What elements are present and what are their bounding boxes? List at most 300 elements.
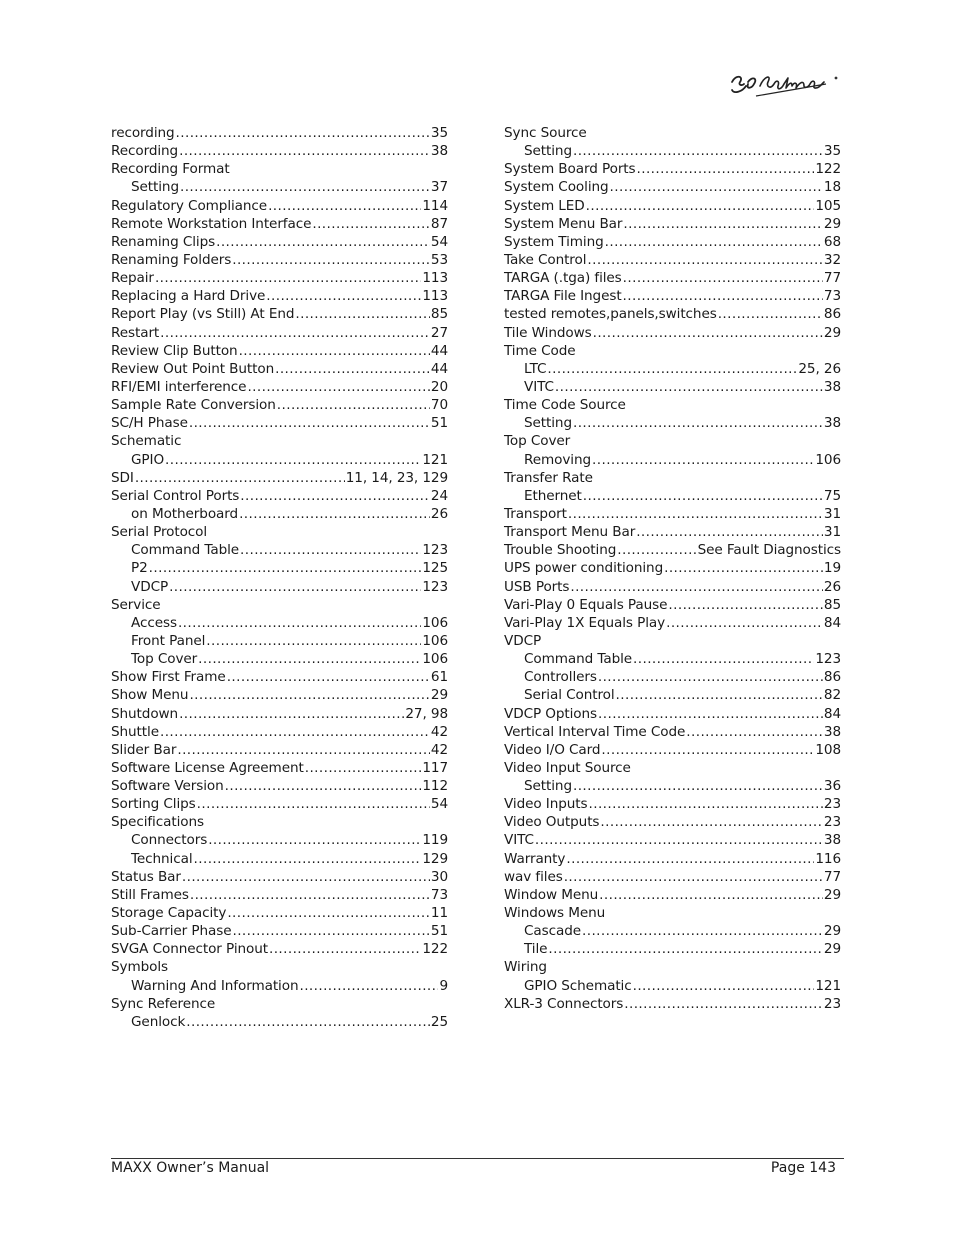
dot-leader: [240, 541, 421, 559]
index-term: Regulatory Compliance: [111, 197, 268, 214]
index-subentry: [504, 142, 841, 160]
index-term: Still Frames: [111, 886, 189, 903]
dot-leader: [216, 233, 430, 251]
dot-leader: [232, 922, 429, 940]
dot-leader: [149, 559, 422, 577]
index-term: Time Code: [504, 342, 576, 359]
dot-leader: [593, 324, 823, 342]
dot-leader: [312, 215, 430, 233]
index-term: Trouble Shooting: [504, 542, 617, 559]
index-page-ref: 82: [823, 687, 841, 704]
index-entry: [504, 215, 841, 233]
index-entry: [504, 505, 841, 523]
dot-leader: [601, 741, 814, 759]
dot-leader: [135, 469, 345, 487]
index-entry: [504, 958, 841, 976]
index-page-ref: 29: [823, 941, 841, 958]
dot-leader: [160, 324, 430, 342]
index-term: Transport Menu Bar: [504, 524, 636, 541]
page-number: Page 143: [770, 1160, 836, 1176]
dot-leader: [165, 451, 421, 469]
index-term: Time Code Source: [504, 397, 626, 414]
index-term: GPIO: [131, 451, 165, 468]
index-term: Review Clip Button: [111, 342, 238, 359]
index-subentry: [504, 650, 841, 668]
index-page-ref: 129: [422, 850, 448, 867]
index-entry: [504, 904, 841, 922]
index-entry: [111, 215, 448, 233]
index-page-ref: 38: [823, 378, 841, 395]
index-page-ref: 77: [823, 270, 841, 287]
dot-leader: [598, 705, 823, 723]
index-entry: [504, 178, 841, 196]
index-page-ref: 32: [823, 251, 841, 268]
index-subentry: [504, 378, 841, 396]
index-page-ref: 54: [430, 796, 448, 813]
index-subentry: [111, 178, 448, 196]
dot-leader: [197, 795, 430, 813]
index-term: SC/H Phase: [111, 415, 188, 432]
index-entry: [504, 850, 841, 868]
index-entry: [111, 305, 448, 323]
index-entry: [111, 759, 448, 777]
dot-leader: [598, 668, 823, 686]
dot-leader: [268, 197, 421, 215]
manual-title: MAXX Owner’s Manual: [111, 1160, 270, 1176]
index-page-ref: 51: [430, 923, 448, 940]
index-term: Access: [131, 614, 177, 631]
index-term: Take Control: [504, 251, 587, 268]
index-page-ref: 85: [430, 306, 448, 323]
index-subentry: [111, 850, 448, 868]
index-page-ref: 73: [430, 886, 448, 903]
index-term: Cascade: [524, 923, 582, 940]
index-term: on Motherboard: [131, 505, 239, 522]
index-subentry: [111, 578, 448, 596]
index-page-ref: 106: [815, 451, 841, 468]
index-page-ref: 77: [823, 868, 841, 885]
index-entry: [111, 269, 448, 287]
index-page-ref: 119: [422, 832, 448, 849]
index-term: System Menu Bar: [504, 215, 623, 232]
index-entry: [111, 197, 448, 215]
index-term: Top Cover: [131, 651, 198, 668]
index-term: Video Outputs: [504, 814, 600, 831]
index-subentry: [504, 414, 841, 432]
index-term: UPS power conditioning: [504, 560, 664, 577]
dot-leader: [566, 850, 814, 868]
index-page-ref: 42: [430, 741, 448, 758]
index-term: Tile Windows: [504, 324, 592, 341]
index-term: Ethernet: [524, 487, 582, 504]
dot-leader: [573, 777, 823, 795]
index-term: Technical: [131, 850, 193, 867]
index-entry: [111, 432, 448, 450]
index-page-ref: 29: [823, 215, 841, 232]
index-page-ref: See Fault Diagnostics: [697, 542, 841, 559]
index-subentry: [111, 650, 448, 668]
index-term: VITC: [524, 378, 554, 395]
index-term: Vertical Interval Time Code: [504, 723, 686, 740]
index-entry: [111, 378, 448, 396]
index-entry: [504, 831, 841, 849]
index-page-ref: 86: [823, 669, 841, 686]
index-term: Vari-Play 0 Equals Pause: [504, 596, 668, 613]
dot-leader: [277, 396, 430, 414]
index-term: USB Ports: [504, 578, 570, 595]
index-term: Warning And Information: [131, 977, 299, 994]
index-entry: [111, 995, 448, 1013]
index-term: Sub-Carrier Phase: [111, 923, 232, 940]
company-logo: [726, 64, 846, 104]
index-term: Software Version: [111, 778, 224, 795]
dot-leader: [633, 650, 814, 668]
index-page-ref: 53: [430, 251, 448, 268]
index-term: System LED: [504, 197, 585, 214]
index-entry: [111, 705, 448, 723]
index-entry: [504, 432, 841, 450]
dot-leader: [610, 178, 823, 196]
index-entry: [111, 795, 448, 813]
dot-leader: [555, 378, 823, 396]
index-term: Sync Source: [504, 125, 587, 141]
dot-leader: [275, 360, 430, 378]
index-entry: [111, 342, 448, 360]
index-term: Symbols: [111, 959, 169, 976]
index-page-ref: 70: [430, 397, 448, 414]
index-entry: [504, 759, 841, 777]
dot-leader: [548, 940, 822, 958]
index-term: Setting: [524, 778, 572, 795]
dot-leader: [227, 904, 430, 922]
index-page-ref: 105: [815, 197, 841, 214]
index-term: Vari-Play 1X Equals Play: [504, 614, 666, 631]
index-entry: [111, 904, 448, 922]
index-entry: [111, 777, 448, 795]
index-page-ref: 106: [422, 614, 448, 631]
dot-leader: [239, 505, 430, 523]
index-page-ref: 38: [823, 832, 841, 849]
dot-leader: [177, 741, 430, 759]
index-subentry: [504, 922, 841, 940]
index-entry: [504, 305, 841, 323]
index-term: Storage Capacity: [111, 905, 227, 922]
dot-leader: [617, 541, 696, 559]
dot-leader: [623, 269, 823, 287]
index-term: P2: [131, 560, 148, 577]
index-term: Setting: [131, 179, 179, 196]
index-term: GPIO Schematic: [524, 977, 632, 994]
index-term: Renaming Clips: [111, 233, 216, 250]
index-subentry: [111, 614, 448, 632]
index-term: Connectors: [131, 832, 208, 849]
index-term: SVGA Connector Pinout: [111, 941, 268, 958]
index-term: Front Panel: [131, 632, 206, 649]
index-page-ref: 87: [430, 215, 448, 232]
index-page-ref: 25: [430, 1013, 448, 1030]
index-entry: [504, 868, 841, 886]
index-term: Video Inputs: [504, 796, 588, 813]
index-page-ref: 27, 98: [405, 705, 448, 722]
dot-leader: [583, 487, 823, 505]
dot-leader: [573, 142, 823, 160]
index-term: Window Menu: [504, 886, 599, 903]
dot-leader: [240, 487, 430, 505]
index-page-ref: 122: [422, 941, 448, 958]
index-term: Report Play (vs Still) At End: [111, 306, 295, 323]
dot-leader: [623, 287, 823, 305]
index-entry: [504, 523, 841, 541]
dot-leader: [573, 414, 823, 432]
index-entry: [504, 741, 841, 759]
index-entry: [504, 795, 841, 813]
index-page-ref: 123: [422, 578, 448, 595]
index-entry: [504, 396, 841, 414]
index-page-ref: 24: [430, 487, 448, 504]
index-term: Video Input Source: [504, 759, 631, 776]
dot-leader: [225, 777, 422, 795]
index-term: Serial Protocol: [111, 524, 208, 541]
index-term: Recording Format: [111, 161, 230, 178]
index-page-ref: 23: [823, 814, 841, 831]
index-page-ref: 27: [430, 324, 448, 341]
dot-leader: [186, 1013, 430, 1031]
index-term: System Board Ports: [504, 161, 636, 178]
index-term: SDI: [111, 469, 134, 486]
dot-leader: [668, 596, 822, 614]
dot-leader: [535, 831, 823, 849]
index-subentry: [111, 451, 448, 469]
index-entry: [111, 940, 448, 958]
index-page-ref: 68: [823, 233, 841, 250]
index-page-ref: 121: [815, 977, 841, 994]
dot-leader: [686, 723, 823, 741]
index-term: Replacing a Hard Drive: [111, 288, 266, 305]
index-term: Transfer Rate: [504, 469, 593, 486]
index-term: TARGA File Ingest: [504, 288, 622, 305]
index-term: TARGA (.tga) files: [504, 270, 622, 287]
dot-leader: [178, 614, 421, 632]
index-page-ref: 61: [430, 669, 448, 686]
index-term: RFI/EMI interference: [111, 378, 247, 395]
dot-leader: [718, 305, 823, 323]
index-entry: [111, 741, 448, 759]
index-entry: [111, 668, 448, 686]
index-page-ref: 114: [422, 197, 448, 214]
index-term: Setting: [524, 415, 572, 432]
index-term: Command Table: [524, 651, 633, 668]
index-entry: [111, 596, 448, 614]
dot-leader: [155, 269, 421, 287]
index-term: Remote Workstation Interface: [111, 215, 312, 232]
index-subentry: [111, 559, 448, 577]
index-entry: [504, 269, 841, 287]
dot-leader: [227, 668, 430, 686]
dot-leader: [179, 705, 404, 723]
dot-leader: [160, 723, 430, 741]
dot-leader: [589, 795, 823, 813]
index-term: Slider Bar: [111, 741, 177, 758]
dot-leader: [637, 160, 815, 178]
index-page-ref: 108: [815, 741, 841, 758]
index-term: Review Out Point Button: [111, 360, 275, 377]
index-page-ref: 121: [422, 451, 448, 468]
index-entry: [504, 342, 841, 360]
index-entry: [111, 958, 448, 976]
index-term: Show First Frame: [111, 669, 226, 686]
dot-leader: [664, 559, 823, 577]
index-entry: [504, 578, 841, 596]
index-page-ref: 106: [422, 632, 448, 649]
index-page-ref: 29: [823, 923, 841, 940]
index-page-ref: 36: [823, 778, 841, 795]
index-entry: [111, 813, 448, 831]
index-term: Setting: [524, 143, 572, 160]
dot-leader: [295, 305, 430, 323]
index-page-ref: 23: [823, 796, 841, 813]
index-page-ref: 30: [430, 868, 448, 885]
index-subentry: [111, 505, 448, 523]
index-entry: [111, 160, 448, 178]
index-page-ref: 51: [430, 415, 448, 432]
index-term: recording: [111, 125, 175, 141]
index-term: Shutdown: [111, 705, 179, 722]
index-page-ref: 23: [823, 995, 841, 1012]
dot-leader: [623, 215, 822, 233]
dot-leader: [169, 578, 421, 596]
index-entry: [504, 251, 841, 269]
index-subentry: [111, 977, 448, 995]
footer-rule: [111, 1158, 844, 1159]
dot-leader: [232, 251, 430, 269]
index-term: Serial Control: [524, 687, 615, 704]
index-page-ref: 75: [823, 487, 841, 504]
dot-leader: [633, 977, 815, 995]
index-page-ref: 35: [823, 143, 841, 160]
index-page-ref: 73: [823, 288, 841, 305]
index-term: wav files: [504, 868, 563, 885]
index-column-right: [504, 124, 841, 1013]
index-subentry: [504, 977, 841, 995]
index-term: Software License Agreement: [111, 759, 304, 776]
index-page-ref: 122: [815, 161, 841, 178]
index-entry: [111, 487, 448, 505]
index-entry: [111, 523, 448, 541]
index-subentry: [504, 940, 841, 958]
index-entry: [111, 287, 448, 305]
index-term: VDCP: [504, 632, 542, 649]
index-entry: [504, 324, 841, 342]
index-term: tested remotes,panels,switches: [504, 306, 717, 323]
index-subentry: [111, 541, 448, 559]
index-term: Transport: [504, 505, 567, 522]
index-entry: [504, 723, 841, 741]
index-page-ref: 19: [823, 560, 841, 577]
index-term: VDCP: [131, 578, 169, 595]
index-page-ref: 42: [430, 723, 448, 740]
index-entry: [111, 686, 448, 704]
index-page-ref: 20: [430, 378, 448, 395]
index-entry: [504, 559, 841, 577]
index-page-ref: 84: [823, 614, 841, 631]
index-entry: [504, 233, 841, 251]
index-page-ref: 44: [430, 360, 448, 377]
index-entry: [504, 287, 841, 305]
index-subentry: [504, 451, 841, 469]
index-entry: [111, 414, 448, 432]
index-entry: [111, 723, 448, 741]
index-term: Genlock: [131, 1013, 186, 1030]
index-page-ref: 112: [422, 778, 448, 795]
index-subentry: [504, 777, 841, 795]
index-entry: [504, 632, 841, 650]
dot-leader: [547, 360, 797, 378]
dot-leader: [299, 977, 438, 995]
index-entry: [111, 233, 448, 251]
dot-leader: [247, 378, 429, 396]
dot-leader: [600, 813, 822, 831]
dot-leader: [305, 759, 422, 777]
index-page-ref: 54: [430, 233, 448, 250]
index-page-ref: 86: [823, 306, 841, 323]
index-entry: [111, 142, 448, 160]
index-entry: [111, 124, 448, 142]
index-term: Video I/O Card: [504, 741, 601, 758]
index-term: Serial Control Ports: [111, 487, 240, 504]
index-entry: [111, 396, 448, 414]
index-page-ref: 35: [430, 125, 448, 141]
index-entry: [504, 705, 841, 723]
dot-leader: [605, 233, 823, 251]
dot-leader: [586, 197, 815, 215]
dot-leader: [194, 850, 422, 868]
index-subentry: [111, 1013, 448, 1031]
index-term: System Timing: [504, 233, 604, 250]
dot-leader: [582, 922, 823, 940]
index-page-ref: 31: [823, 524, 841, 541]
index-term: Top Cover: [504, 433, 571, 450]
index-term: Schematic: [111, 433, 182, 450]
index-entry: [111, 868, 448, 886]
index-subentry: [504, 686, 841, 704]
dot-leader: [208, 831, 421, 849]
index-term: Service: [111, 596, 161, 613]
index-page-ref: 38: [823, 415, 841, 432]
index-column-left: [111, 124, 448, 1031]
index-term: Wiring: [504, 959, 547, 976]
dot-leader: [564, 868, 823, 886]
index-page-ref: 117: [422, 759, 448, 776]
index-page-ref: 123: [815, 651, 841, 668]
index-entry: [504, 197, 841, 215]
index-page-ref: 31: [823, 505, 841, 522]
index-term: Sample Rate Conversion: [111, 397, 276, 414]
logo-script-graphic: [726, 64, 846, 104]
index-entry: [111, 469, 448, 487]
dot-leader: [189, 686, 429, 704]
index-page-ref: 26: [430, 505, 448, 522]
index-page-ref: 18: [823, 179, 841, 196]
index-subentry: [504, 360, 841, 378]
index-page-ref: 25, 26: [798, 360, 841, 377]
index-entry: [504, 160, 841, 178]
index-entry: [111, 886, 448, 904]
index-term: Warranty: [504, 850, 566, 867]
index-entry: [504, 541, 841, 559]
index-entry: [504, 813, 841, 831]
index-entry: [504, 596, 841, 614]
index-page-ref: 29: [823, 324, 841, 341]
